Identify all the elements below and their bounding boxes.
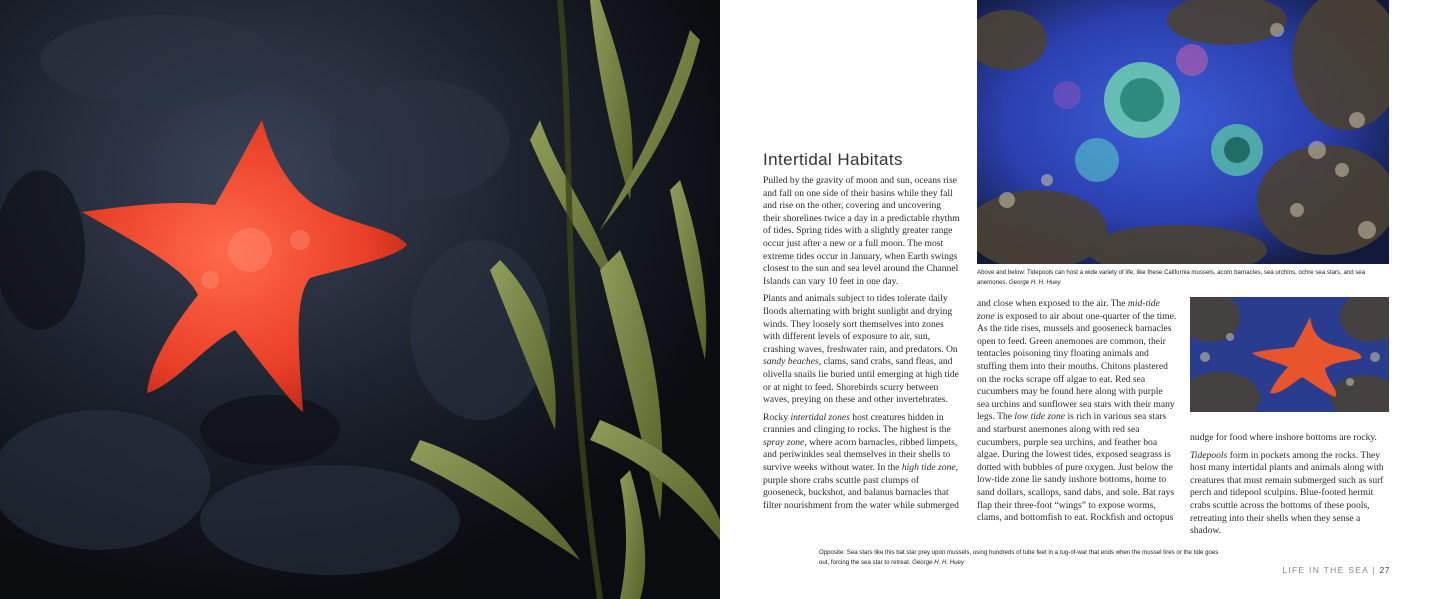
- paragraph-tides: Pulled by the gravity of moon and sun, oceans rise and fall on one side of their basins while they fall and rise on the other, covering and uncovering their shorelines twice a day in a predictable rhythm of tides. Spring tides with a slightly greater range occur just after a new or a full moon. The most extreme tides occur in January, when Earth swings closest to the sun and sea level around the Channel Islands can vary 10 feet in one day.: [763, 175, 960, 287]
- paragraph-mid-low-tide: and close when exposed to the air. The mid-tide zone is exposed to air about one-quarter of the time. As the tide rises, mussels and gooseneck barnacles open to feed. Green anemones are common, their tentacles poisoning tiny floating animals and stuffing them into their mouths. Chitons plastered on the rocks scrape off algae to eat. Red sea cucumbers may be found here along with purple sea urchins and sunflower sea stars with their many legs. The low tide zone is rich in various sea stars and starburst anemones along with red sea cucumbers, purple sea urchins, and feather boa algae. During the lowest tides, exposed seagrass is dotted with bubbles of pure oxygen. Just below the low-tide zone lie sandy inshore bottoms, home to sand dollars, scallops, sand dabs, and sole. Bat rays flap their three-foot “wings” to expose worms, clams, and bottomfish to eat. Rockfish and octopus: [977, 298, 1177, 524]
- paragraph-rocky-bottoms: nudge for food where inshore bottoms are rocky.: [1190, 432, 1377, 443]
- caption-top-text: Above and below: Tidepools can host a wide variety of life, like these California mussels, acorn barnacles, sea urchins, ochre sea stars, and sea anemones.: [977, 269, 1366, 286]
- section-title: Intertidal Habitats: [763, 150, 903, 169]
- tidepool-photo-small: [1190, 297, 1389, 412]
- page-number: 27: [1379, 565, 1390, 575]
- tidepool-photo-top: [977, 0, 1389, 264]
- paragraph-zones: Plants and animals subject to tides tolerate daily floods alternating with bright sunlight and drying winds. They loosely sort themselves into zones with different levels of exposure to air, sun, crashing waves, freshwater rain, and predators. On sandy beaches, clams, sand crabs, sand fleas, and olivella snails lie buried until emerging at high tide or at night to feed. Shorebirds scurry between waves, preying on these and other invertebrates.: [763, 293, 959, 406]
- footer-separator: |: [1372, 565, 1376, 575]
- text-column-1: [763, 175, 961, 517]
- running-footer: [1282, 565, 1390, 575]
- caption-top: [977, 268, 1389, 287]
- footer-section-label: LIFE IN THE SEA: [1282, 565, 1369, 575]
- text-column-3: [1190, 432, 1390, 543]
- caption-bottom: [819, 548, 1219, 567]
- text-column-2: [977, 298, 1177, 530]
- caption-bottom-credit: George H. H. Huey: [912, 558, 964, 566]
- caption-top-credit: George H. H. Huey: [1008, 278, 1061, 286]
- right-page: [720, 0, 1440, 599]
- paragraph-tidepools: Tidepools form in pockets among the rocks. They host many intertidal plants and animals along with creatures that must remain submerged such as surf perch and tidepool sculpins. Blue-footed hermit crabs scuttle across the bottoms of these pools, retreating into their shells when they sense a shadow.: [1190, 449, 1384, 537]
- paragraph-rocky-zones: Rocky intertidal zones host creatures hidden in crannies and clinging to rocks. The highest is the spray zone, where acorn barnacles, ribbed limpets, and periwinkles seal themselves in their shells to survive weeks without water. In the high tide zone, purple shore crabs scuttle past clumps of gooseneck, buckshot, and balanus barnacles that filter nourishment from the water while submerged: [763, 411, 959, 511]
- caption-bottom-text: Opposite: Sea stars like this bat star prey upon mussels, using hundreds of tube feet in a tug-of-war that ends when the mussel tires or the tide goes out, forcing the sea star to retreat.: [819, 549, 1219, 566]
